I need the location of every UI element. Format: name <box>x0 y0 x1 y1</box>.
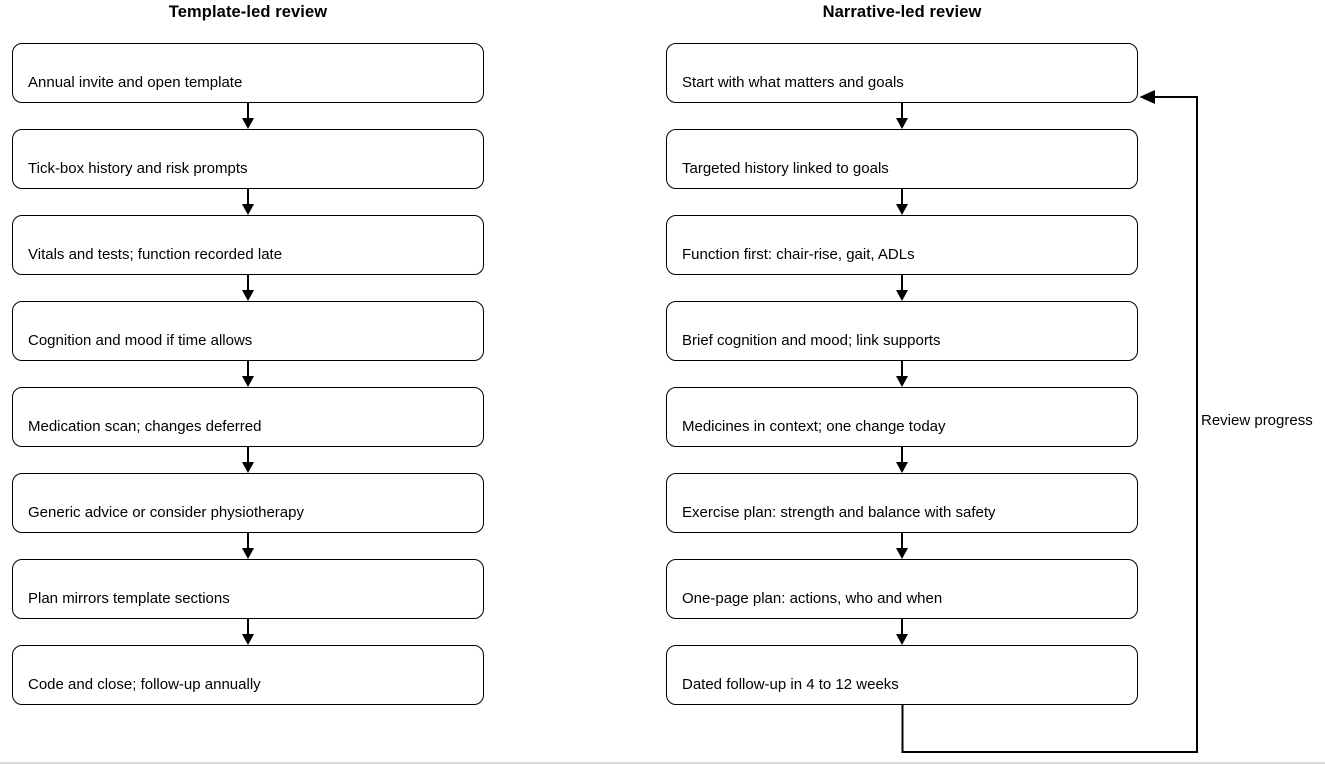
arrow-head <box>242 204 254 215</box>
step-box <box>12 559 484 619</box>
step-label: Cognition and mood if time allows <box>28 331 253 349</box>
arrow-head <box>242 634 254 645</box>
arrow-line <box>247 619 249 634</box>
step-label: Function first: chair-rise, gait, ADLs <box>682 245 915 263</box>
down-arrow-icon <box>12 533 484 559</box>
down-arrow-icon <box>666 103 1138 129</box>
arrow-head <box>896 462 908 473</box>
step-box <box>666 387 1138 447</box>
step-box <box>666 129 1138 189</box>
arrow-line <box>901 361 903 376</box>
arrow-head <box>896 290 908 301</box>
steps-container-template-led <box>12 43 484 705</box>
step-box <box>666 301 1138 361</box>
step-box <box>12 645 484 705</box>
down-arrow-icon <box>12 103 484 129</box>
step-box <box>666 215 1138 275</box>
arrow-line <box>247 533 249 548</box>
arrow-head <box>896 634 908 645</box>
step-label: Vitals and tests; function recorded late <box>28 245 283 263</box>
step-label: Medication scan; changes deferred <box>28 417 262 435</box>
down-arrow-icon <box>666 533 1138 559</box>
arrow-line <box>901 619 903 634</box>
column-title-narrative-led: Narrative-led review <box>822 3 982 21</box>
step-label: Brief cognition and mood; link supports <box>682 331 941 349</box>
arrow-line <box>247 103 249 118</box>
step-box <box>12 129 484 189</box>
arrow-line <box>901 533 903 548</box>
arrow-line <box>901 275 903 290</box>
down-arrow-icon <box>12 619 484 645</box>
arrow-line <box>247 275 249 290</box>
arrow-head <box>242 118 254 129</box>
step-label: One-page plan: actions, who and when <box>682 589 943 607</box>
down-arrow-icon <box>666 189 1138 215</box>
down-arrow-icon <box>666 275 1138 301</box>
step-box <box>666 559 1138 619</box>
arrow-head <box>896 204 908 215</box>
step-label: Targeted history linked to goals <box>682 159 889 177</box>
down-arrow-icon <box>12 361 484 387</box>
arrow-line <box>247 189 249 204</box>
down-arrow-icon <box>12 275 484 301</box>
steps-container-narrative-led <box>666 43 1138 705</box>
arrow-head <box>896 118 908 129</box>
arrow-head <box>896 548 908 559</box>
arrow-line <box>901 447 903 462</box>
step-box <box>666 645 1138 705</box>
down-arrow-icon <box>666 619 1138 645</box>
step-label: Generic advice or consider physiotherapy <box>28 503 304 521</box>
arrow-line <box>247 361 249 376</box>
arrow-head <box>896 376 908 387</box>
step-label: Code and close; follow-up annually <box>28 675 261 693</box>
step-box <box>666 473 1138 533</box>
arrow-head <box>242 548 254 559</box>
step-box <box>12 387 484 447</box>
step-box <box>12 43 484 103</box>
arrow-line <box>901 189 903 204</box>
step-label: Annual invite and open template <box>28 73 243 91</box>
step-label: Exercise plan: strength and balance with safety <box>682 503 996 521</box>
down-arrow-icon <box>12 447 484 473</box>
down-arrow-icon <box>666 447 1138 473</box>
down-arrow-icon <box>666 361 1138 387</box>
arrow-head <box>242 462 254 473</box>
step-box <box>12 215 484 275</box>
step-label: Plan mirrors template sections <box>28 589 230 607</box>
column-title-template-led: Template-led review <box>168 3 328 21</box>
down-arrow-icon <box>12 189 484 215</box>
feedback-arrowhead-icon <box>1140 90 1156 104</box>
arrow-line <box>247 447 249 462</box>
step-label: Medicines in context; one change today <box>682 417 946 435</box>
arrow-head <box>242 376 254 387</box>
feedback-loop-label: Review progress <box>1201 412 1313 429</box>
arrow-head <box>242 290 254 301</box>
step-label: Dated follow-up in 4 to 12 weeks <box>682 675 899 693</box>
step-box <box>666 43 1138 103</box>
step-box <box>12 473 484 533</box>
arrow-line <box>901 103 903 118</box>
step-label: Start with what matters and goals <box>682 73 904 91</box>
step-label: Tick-box history and risk prompts <box>28 159 248 177</box>
step-box <box>12 301 484 361</box>
